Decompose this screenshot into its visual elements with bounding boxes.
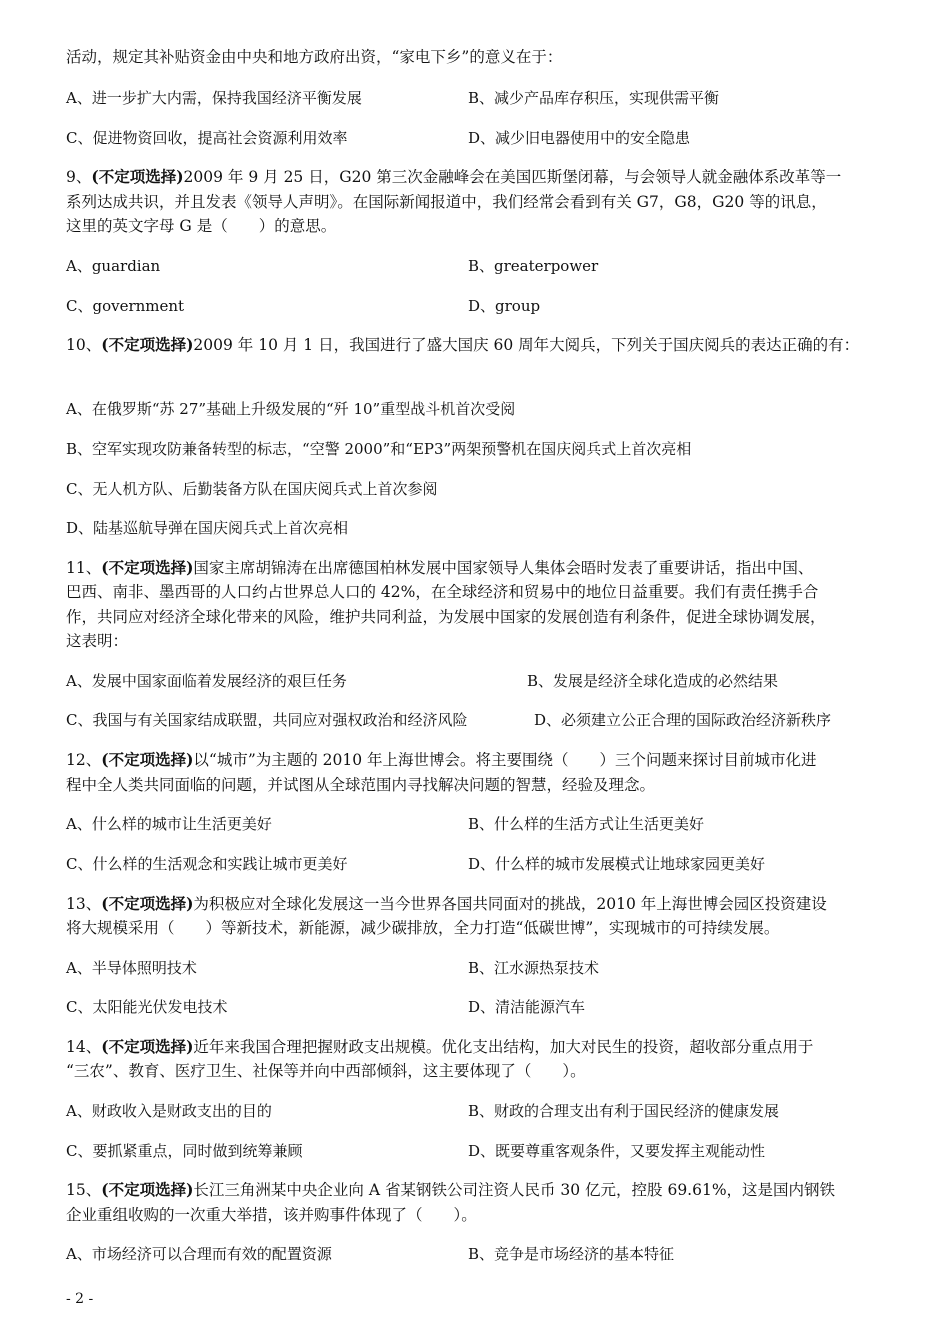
q10-number: 10、: [66, 336, 102, 354]
q11-text: 国家主席胡锦涛在出席德国柏林发展中国家领导人集体会晤时发表了重要讲话，指出中国、: [193, 559, 814, 577]
q11-type-tag: (不定项选择): [101, 558, 194, 577]
q9-option-b: B、greaterpower: [468, 257, 599, 275]
q14-stem-line2: “三农”、教育、医疗卫生、社保等并向中西部倾斜，这主要体现了（ ）。: [66, 1062, 586, 1080]
q10-option-d: D、陆基巡航导弹在国庆阅兵式上首次亮相: [66, 519, 349, 537]
q11-option-a: A、发展中国家面临着发展经济的艰巨任务: [66, 672, 347, 690]
q12-type-tag: (不定项选择): [101, 750, 194, 769]
page-number: - 2 -: [66, 1291, 94, 1307]
q10-option-c: C、无人机方队、后勤装备方队在国庆阅兵式上首次参阅: [66, 480, 438, 498]
q14-option-c: C、要抓紧重点，同时做到统筹兼顾: [66, 1142, 303, 1160]
q11-stem-line4: 这表明：: [66, 632, 129, 650]
q9-type-tag: (不定项选择): [91, 167, 184, 186]
q13-type-tag: (不定项选择): [101, 894, 194, 913]
q8-option-a: A、进一步扩大内需，保持我国经济平衡发展: [66, 89, 362, 107]
q13-option-d: D、清洁能源汽车: [468, 998, 586, 1016]
q15-stem-line1: [66, 1180, 888, 1200]
q8-stem-tail: 活动，规定其补贴资金由中央和地方政府出资，“家电下乡”的意义在于：: [66, 48, 563, 66]
q12-stem-line1: [66, 750, 888, 770]
q14-stem-line1: [66, 1037, 888, 1057]
q11-option-b: B、发展是经济全球化造成的必然结果: [527, 672, 779, 690]
q8-option-d: D、减少旧电器使用中的安全隐患: [468, 129, 691, 147]
q9-stem-line1: [66, 167, 888, 187]
q8-option-b: B、减少产品库存积压，实现供需平衡: [468, 89, 720, 107]
q12-number: 12、: [66, 751, 102, 769]
q15-type-tag: (不定项选择): [101, 1180, 194, 1199]
q14-option-a: A、财政收入是财政支出的目的: [66, 1102, 272, 1120]
q12-option-c: C、什么样的生活观念和实践让城市更美好: [66, 855, 348, 873]
q10-text: 2009 年 10 月 1 日，我国进行了盛大国庆 60 周年大阅兵，下列关于国庆阅兵的表达正确的有：: [193, 336, 860, 354]
q14-text: 近年来我国合理把握财政支出规模。优化支出结构，加大对民生的投资，超收部分重点用于: [193, 1038, 814, 1056]
q11-option-c: C、我国与有关国家结成联盟，共同应对强权政治和经济风险: [66, 711, 468, 729]
q11-stem-line1: [66, 558, 888, 578]
q13-text: 为积极应对全球化发展这一当今世界各国共同面对的挑战，2010 年上海世博会园区投资建设: [193, 895, 827, 913]
q10-option-b: B、空军实现攻防兼备转型的标志，“空警 2000”和“EP3”两架预警机在国庆阅兵式上首次亮相: [66, 440, 692, 458]
q12-stem-line2: 程中全人类共同面临的问题，并试图从全球范围内寻找解决问题的智慧，经验及理念。: [66, 776, 656, 794]
q14-number: 14、: [66, 1038, 102, 1056]
q9-text: 2009 年 9 月 25 日，G20 第三次金融峰会在美国匹斯堡闭幕，与会领导人就金融体系改革等一: [183, 168, 842, 186]
q11-number: 11、: [66, 559, 102, 577]
q15-stem-line2: 企业重组收购的一次重大举措，该并购事件体现了（ ）。: [66, 1206, 477, 1224]
q15-number: 15、: [66, 1181, 102, 1199]
q9-number: 9、: [66, 168, 92, 186]
q13-option-a: A、半导体照明技术: [66, 959, 197, 977]
q9-option-c: C、government: [66, 297, 185, 315]
q12-option-a: A、什么样的城市让生活更美好: [66, 815, 272, 833]
q15-text: 长江三角洲某中央企业向 A 省某钢铁公司注资人民币 30 亿元，控股 69.61%，这是国内钢铁: [193, 1181, 836, 1199]
q15-option-a: A、市场经济可以合理而有效的配置资源: [66, 1245, 332, 1263]
q13-stem-line1: [66, 894, 888, 914]
q8-option-c: C、促进物资回收，提高社会资源利用效率: [66, 129, 348, 147]
q11-stem-line2: 巴西、南非、墨西哥的人口约占世界总人口的 42%，在全球经济和贸易中的地位日益重要。我们有责任携手合: [66, 583, 819, 601]
q11-stem-line3: 作，共同应对经济全球化带来的风险，维护共同利益，为发展中国家的发展创造有利条件，促进全球协调发展，: [66, 608, 826, 626]
q13-number: 13、: [66, 895, 102, 913]
q14-type-tag: (不定项选择): [101, 1037, 194, 1056]
q15-option-b: B、竞争是市场经济的基本特征: [468, 1245, 675, 1263]
q12-option-d: D、什么样的城市发展模式让地球家园更美好: [468, 855, 766, 873]
q13-option-b: B、江水源热泵技术: [468, 959, 600, 977]
q9-stem-line3: 这里的英文字母 G 是（ ）的意思。: [66, 217, 337, 235]
q10-stem-line1: [66, 335, 888, 355]
q14-option-b: B、财政的合理支出有利于国民经济的健康发展: [468, 1102, 780, 1120]
q14-option-d: D、既要尊重客观条件，又要发挥主观能动性: [468, 1142, 766, 1160]
q12-option-b: B、什么样的生活方式让生活更美好: [468, 815, 705, 833]
q10-type-tag: (不定项选择): [101, 335, 194, 354]
q9-option-a: A、guardian: [66, 257, 161, 275]
q11-option-d: D、必须建立公正合理的国际政治经济新秩序: [534, 711, 832, 729]
q9-stem-line2: 系列达成共识，并且发表《领导人声明》。在国际新闻报道中，我们经常会看到有关 G7，G8，G20 等的讯息，: [66, 193, 827, 211]
q10-option-a: A、在俄罗斯“苏 27”基础上升级发展的“歼 10”重型战斗机首次受阅: [66, 400, 516, 418]
q12-text: 以“城市”为主题的 2010 年上海世博会。将主要围绕（ ）三个问题来探讨目前城市化进: [193, 751, 817, 769]
q13-stem-line2: 将大规模采用（ ）等新技术，新能源，减少碳排放，全力打造“低碳世博”，实现城市的可持续发展。: [66, 919, 780, 937]
q13-option-c: C、太阳能光伏发电技术: [66, 998, 228, 1016]
q9-option-d: D、group: [468, 297, 541, 315]
